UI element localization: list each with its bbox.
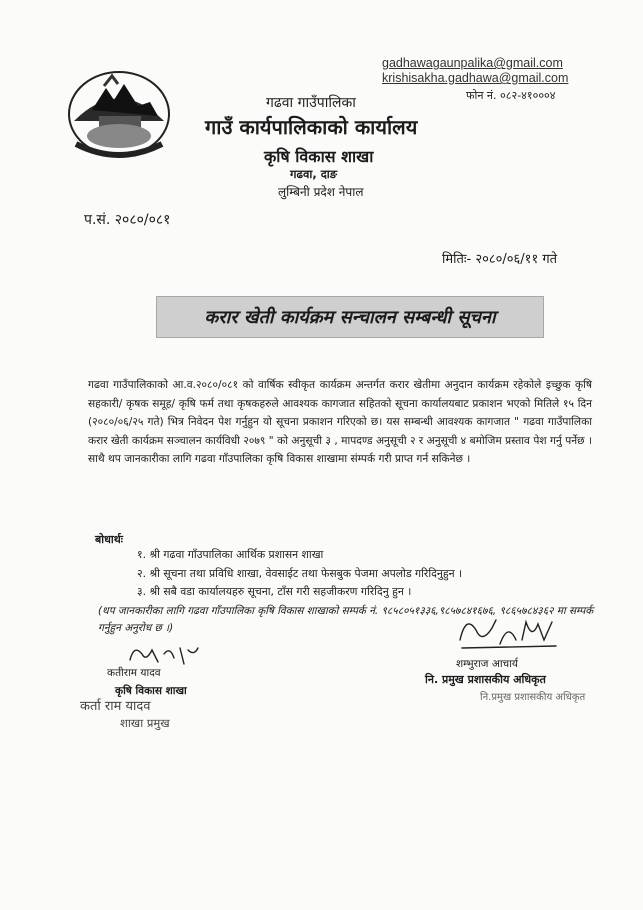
left-stamp (80, 699, 170, 731)
address-line: गढवा, दाङ (290, 167, 338, 181)
province-line: लुम्बिनी प्रदेश नेपाल (278, 185, 364, 199)
email-address[interactable]: gadhawagaunpalika@gmail.com (382, 56, 563, 70)
right-stamp: नि.प्रमुख प्रशासकीय अधिकृत (480, 692, 586, 703)
right-signatory-designation: नि. प्रमुख प्रशासकीय अधिकृत (425, 673, 546, 686)
distribution-heading: बोधार्थः (95, 533, 123, 546)
notice-title: करार खेती कार्यक्रम सन्चालन सम्बन्धी सूचना (204, 307, 496, 328)
stamp-name: कर्ता राम यादव (80, 699, 151, 714)
reference-number: प.सं. २०८०/०८१ (84, 212, 171, 228)
list-item: १. श्री गढवा गाँउपालिका आर्थिक प्रशासन शाखा (137, 548, 324, 561)
left-signatory-name: कतीराम यादव (107, 667, 161, 679)
contact-note: (थप जानकारीका लागि गढवा गाँउपालिका कृषि विकास शाखाको सम्पर्क नं. ९८५८०५१३३६,९८५७८४१६७६, ९८६५७८४३६२ मा सम्पर्क गर्नुहुन अनुरोध छ ।) (98, 605, 594, 634)
municipality-name: गढवा गाउँपालिका (266, 95, 356, 111)
email-address[interactable]: krishisakha.gadhawa@gmail.com (382, 71, 569, 85)
notice-title-box (156, 296, 544, 338)
list-item: ३. श्री सबै वडा कार्यालयहरु सूचना, टाँस गरी सहजीकरण गरिदिनु हुन । (137, 585, 412, 599)
stamp-title: शाखा प्रमुख (120, 716, 170, 730)
right-signature-icon (452, 610, 562, 656)
email-list (382, 56, 568, 86)
nepal-emblem-icon (64, 66, 174, 166)
right-signatory-name: शम्भुराज आचार्य (456, 658, 519, 670)
notice-body: गढवा गाउँपालिकाको आ.व.२०८०/०८१ को वार्षिक स्वीकृत कार्यक्रम अन्तर्गत करार खेतीमा अनुदान कार्यक्रम रहेकोले इच्छुक कृषि सहकारी/ कृषक समूह/ कृषि फर्म तथा कृषकहरुले आवश्यक कागजात सहितको सूचना कार्यालयबाट प्रकाशन भएको मितिले १५ दिन (२०८०/०६/२५ गते) भित्र निवेदन पेश गर्नुहुन यो सूचना प्रकाशन गरिएको छ। यस सम्बन्धी आवश्यक कागजात " गढवा गाउँपालिका करार खेती कार्यक्रम सञ्चालन कार्यविधी २०७९ " को अनुसूची ३ , मापदण्ड अनुसूची २ र अनुसूची ४ बमोजिम प्रस्ताव पेश गर्नु पर्नेछ ।साथै थप जानकारीका लागि गढवा गाँउपालिका कृषि विकास शाखामा संम्पर्क गरी प्राप्त गर्न सकिनेछ । (88, 379, 592, 466)
section-name: कृषि विकास शाखा (264, 147, 374, 166)
distribution-list (137, 546, 462, 602)
letter-date: मितिः- २०८०/०६/११ गते (442, 252, 558, 267)
left-signatory-designation: कृषि विकास शाखा (115, 685, 187, 697)
list-item: २. श्री सूचना तथा प्रविधि शाखा, वेवसाईट तथा फेसबुक पेजमा अपलोड गरिदिनुहुन । (137, 566, 463, 580)
office-name: गाउँ कार्यपालिकाको कार्यालय (205, 115, 418, 139)
phone-number: फोन नं. ०८२-४१०००४ (466, 89, 556, 102)
